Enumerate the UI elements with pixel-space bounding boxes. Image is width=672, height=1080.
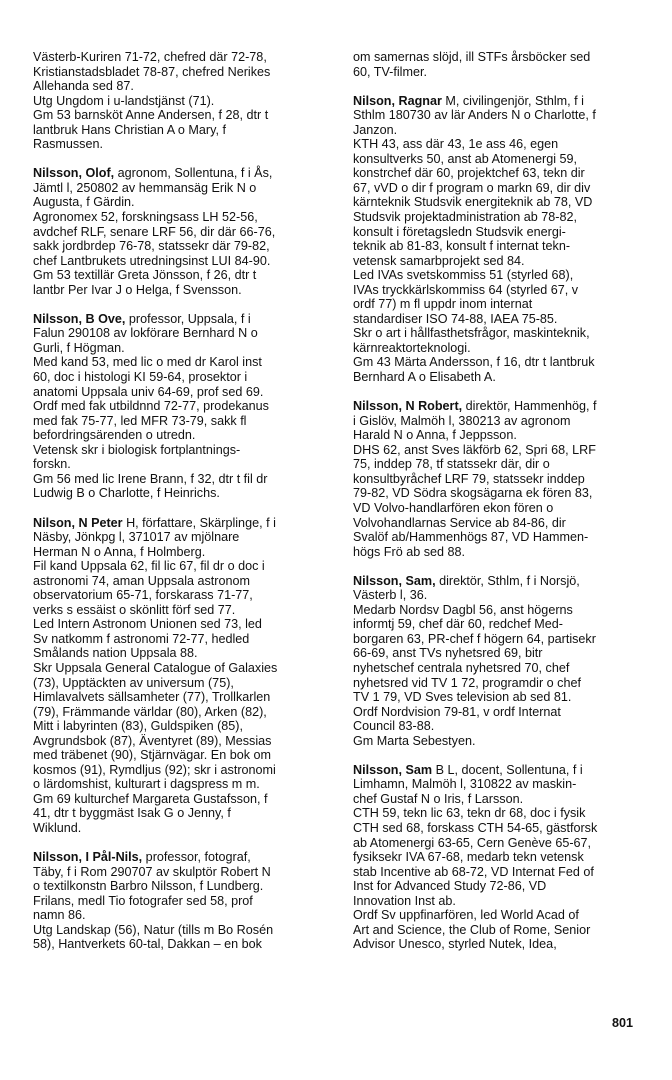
text-line — [33, 472, 339, 487]
entry-gap — [353, 559, 659, 574]
text-line — [353, 836, 659, 851]
line-text: Avgrundsbok (87), Äventyret (89), Messias — [33, 733, 272, 748]
text-line — [33, 545, 339, 560]
entry-gap — [353, 385, 659, 400]
line-text: verks s essäist o skönlitt förf sed 77. — [33, 602, 236, 617]
line-text: B L, docent, Sollentuna, f i — [432, 762, 583, 777]
line-text: direktör, Hammenhög, f — [462, 399, 597, 414]
line-text: Gm 43 Märta Andersson, f 16, dtr t lantbruk — [353, 355, 595, 370]
line-text: standardiser ISO 74-88, IAEA 75-85. — [353, 311, 558, 326]
text-line — [353, 457, 659, 472]
line-text: Falun 290108 av lokförare Bernhard N o — [33, 326, 258, 341]
line-text: H, författare, Skärplinge, f i — [122, 515, 276, 530]
line-text: Täby, f i Rom 290707 av skulptör Robert N — [33, 864, 271, 879]
entry-name: Nilson, N Peter — [33, 515, 123, 530]
line-text: 58), Hantverkets 60-tal, Dakkan – en bok — [33, 937, 262, 952]
line-text: Utg Ungdom i u-landstjänst (71). — [33, 93, 215, 108]
text-line — [353, 937, 659, 952]
text-line — [33, 123, 339, 138]
line-text: Studsvik projektadministration ab 78-82, — [353, 210, 578, 225]
line-text: vetensk samarbprojekt sed 84. — [353, 253, 525, 268]
line-text: direktör, Sthlm, f i Norsjö, — [435, 573, 580, 588]
line-text: 41, dtr t byggmäst Isak G o Jenny, f — [33, 806, 231, 821]
line-text: Wiklund. — [33, 820, 82, 835]
line-text: Ordf Nordvision 79-81, v ordf Internat — [353, 704, 561, 719]
entry-gap — [33, 501, 339, 516]
line-text: kärnteknik Studsvik energiteknik ab 78, VD — [353, 195, 593, 210]
line-text: DHS 62, anst Sves läkförb 62, Spri 68, LRF — [353, 442, 596, 457]
text-line — [33, 94, 339, 109]
line-text: Limhamn, Malmöh l, 310822 av maskin- — [353, 777, 577, 792]
entry-heading-line — [33, 850, 339, 865]
text-line — [33, 341, 339, 356]
line-text: befordringsärenden o utredn. — [33, 428, 196, 443]
line-text: stab Incentive ab 68-72, VD Internat Fed of — [353, 864, 594, 879]
entry-name: Nilsson, Sam — [353, 762, 433, 777]
text-line — [33, 283, 339, 298]
text-line — [353, 632, 659, 647]
entry-heading-line — [33, 312, 339, 327]
text-line — [33, 588, 339, 603]
line-text: Näsby, Jönkpg l, 371017 av mjölnare — [33, 530, 240, 545]
text-line — [33, 923, 339, 938]
text-line — [353, 181, 659, 196]
text-line — [353, 341, 659, 356]
text-line — [353, 923, 659, 938]
entry-heading-line — [33, 166, 339, 181]
text-line — [33, 777, 339, 792]
line-text: forskn. — [33, 457, 71, 472]
line-text: konsultbyråchef LRF 79, statssekr inddep — [353, 471, 585, 486]
text-line — [33, 632, 339, 647]
line-text: Jämtl l, 250802 av hemmansäg Erik N o — [33, 180, 257, 195]
line-text: VD Volvo-handlarfören ekon fören o — [353, 500, 554, 515]
text-line — [353, 894, 659, 909]
line-text: Med kand 53, med lic o med dr Karol inst — [33, 355, 262, 370]
line-text: CTH sed 68, forskass CTH 54-65, gästforsk — [353, 820, 598, 835]
line-text: Himlavalvets sällsamheter (77), Trollkarlen — [33, 690, 271, 705]
line-text: konsult i företagsledn Studsvik energi- — [353, 224, 566, 239]
line-text: Gurli, f Högman. — [33, 340, 125, 355]
text-line — [353, 108, 659, 123]
line-text: 75, inddep 78, tf statssekr där, dir o — [353, 457, 550, 472]
line-text: lantbruk Hans Christian A o Mary, f — [33, 122, 226, 137]
line-text: sakk jordbrdep 76-78, statssekr där 79-82, — [33, 239, 270, 254]
text-line — [33, 763, 339, 778]
text-line — [353, 137, 659, 152]
text-line — [33, 181, 339, 196]
line-text: Sv natkomm f astronomi 72-77, hedled — [33, 631, 250, 646]
text-line — [353, 719, 659, 734]
line-text: teknik ab 81-83, konsult f internat tekn- — [353, 239, 571, 254]
text-line — [33, 690, 339, 705]
line-text: Västerb-Kuriren 71-72, chefred där 72-78, — [33, 50, 267, 64]
line-text: Medarb Nordsv Dagbl 56, anst högerns — [353, 602, 573, 617]
line-text: Gm 69 kulturchef Margareta Gustafsson, f — [33, 791, 268, 806]
text-line — [353, 50, 659, 65]
line-text: anatomi Uppsala univ 64-69, prof sed 69. — [33, 384, 264, 399]
line-text: Smålands nation Uppsala 88. — [33, 646, 198, 661]
text-line — [33, 806, 339, 821]
text-line — [353, 603, 659, 618]
entry-gap — [33, 297, 339, 312]
text-line — [353, 879, 659, 894]
text-line — [33, 254, 339, 269]
line-text: Fil kand Uppsala 62, fil lic 67, fil dr o doc i — [33, 559, 265, 574]
text-line — [33, 603, 339, 618]
entry-name: Nilsson, B Ove, — [33, 311, 126, 326]
text-line — [33, 617, 339, 632]
text-line — [33, 428, 339, 443]
text-line — [33, 908, 339, 923]
line-text: Västerb l, 36. — [353, 588, 428, 603]
text-line — [33, 385, 339, 400]
line-text: konstrchef där 60, projektchef 63, tekn dir — [353, 166, 585, 181]
line-text: med träbenet (90), Stjärnvägar. En bok om — [33, 748, 272, 763]
text-line — [33, 486, 339, 501]
line-text: med fak 75-77, led MFR 73-79, sakk fl — [33, 413, 247, 428]
line-text: Vetensk skr i biologisk fortplantnings- — [33, 442, 241, 457]
line-text: Ordf Sv uppfinarfören, led World Acad of — [353, 908, 579, 923]
text-line — [33, 326, 339, 341]
text-line — [353, 646, 659, 661]
text-line — [353, 501, 659, 516]
text-line — [33, 355, 339, 370]
text-line — [353, 283, 659, 298]
line-text: informtj 59, chef där 60, redchef Med- — [353, 617, 563, 632]
line-text: Herman N o Anna, f Holmberg. — [33, 544, 206, 559]
line-text: o lärdomshist, kulturart i dagspress m m. — [33, 777, 260, 792]
text-line — [353, 65, 659, 80]
line-text: Art and Science, the Club of Rome, Senior — [353, 922, 591, 937]
entry-gap — [33, 152, 339, 167]
line-text: TV 1 79, VD Sves television ab sed 81. — [353, 690, 572, 705]
line-text: Frilans, medl Tio fotografer sed 58, prof — [33, 893, 253, 908]
text-line — [353, 792, 659, 807]
text-line — [353, 486, 659, 501]
text-line — [33, 530, 339, 545]
text-line — [353, 370, 659, 385]
entry-name: Nilsson, N Robert, — [353, 399, 463, 414]
line-text: Inst for Advanced Study 72-86, VD — [353, 879, 547, 894]
text-line — [353, 690, 659, 705]
line-text: chef Gustaf N o Iris, f Larsson. — [353, 791, 524, 806]
line-text: CTH 59, tekn lic 63, tekn dr 68, doc i fysik — [353, 806, 586, 821]
line-text: agronom, Sollentuna, f i Ås, — [114, 166, 273, 181]
text-line — [33, 574, 339, 589]
text-line — [33, 210, 339, 225]
entry-gap — [33, 836, 339, 851]
line-text: kosmos (91), Rymdljus (92); skr i astronomi — [33, 762, 276, 777]
text-line — [353, 545, 659, 560]
line-text: (73), Upptäckten av universum (75), — [33, 675, 234, 690]
line-text: IVAs tryckkärlskommiss 64 (styrled 67, v — [353, 282, 579, 297]
entry-heading-line — [353, 574, 659, 589]
text-line — [33, 937, 339, 952]
text-line — [33, 65, 339, 80]
line-text: högs Frö ab sed 88. — [353, 544, 466, 559]
entry-gap — [353, 748, 659, 763]
text-line — [353, 210, 659, 225]
text-line — [353, 806, 659, 821]
text-line — [353, 516, 659, 531]
text-line — [353, 225, 659, 240]
line-text: Led IVAs svetskommiss 51 (styrled 68), — [353, 268, 574, 283]
entry-gap — [353, 79, 659, 94]
text-line — [33, 50, 339, 65]
text-line — [353, 195, 659, 210]
text-line — [33, 239, 339, 254]
line-text: M, civilingenjör, Sthlm, f i — [441, 93, 584, 108]
line-text: namn 86. — [33, 908, 86, 923]
line-text: fysiksekr IVA 67-68, medarb tekn vetensk — [353, 850, 584, 865]
text-line — [353, 617, 659, 632]
text-line — [33, 879, 339, 894]
text-line — [33, 370, 339, 385]
text-line — [353, 239, 659, 254]
entry-heading-line — [33, 516, 339, 531]
line-text: 66-69, anst TVs nyhetsred 69, bitr — [353, 646, 543, 661]
text-line — [33, 195, 339, 210]
line-text: avdchef RLF, senare LRF 56, dir där 66-76, — [33, 224, 276, 239]
line-text: Council 83-88. — [353, 719, 435, 734]
line-text: Agronomex 52, forskningsass LH 52-56, — [33, 210, 258, 225]
line-text: (79), Främmande världar (80), Arken (82), — [33, 704, 267, 719]
entry-name: Nilsson, Olof, — [33, 166, 115, 181]
text-line — [353, 865, 659, 880]
text-line — [353, 123, 659, 138]
entry-heading-line — [353, 399, 659, 414]
line-text: borgaren 63, PR-chef f högern 64, partisekr — [353, 631, 596, 646]
text-line — [33, 268, 339, 283]
text-line — [353, 254, 659, 269]
line-text: om samernas slöjd, ill STFs årsböcker sed — [353, 50, 591, 64]
text-line — [353, 312, 659, 327]
line-text: Bernhard A o Elisabeth A. — [353, 370, 496, 385]
text-line — [33, 414, 339, 429]
text-line — [353, 166, 659, 181]
text-line — [33, 865, 339, 880]
line-text: Janzon. — [353, 122, 398, 137]
text-line — [353, 821, 659, 836]
text-line — [353, 850, 659, 865]
line-text: nyhetschef centrala nyhetsred 70, chef — [353, 660, 570, 675]
line-text: Gm 53 barnsköt Anne Andersen, f 28, dtr t — [33, 108, 269, 123]
entry-heading-line — [353, 763, 659, 778]
left-column — [33, 50, 339, 952]
line-text: Innovation Inst ab. — [353, 893, 456, 908]
line-text: Rasmussen. — [33, 137, 103, 152]
text-line — [353, 734, 659, 749]
line-text: o textilkonstn Barbro Nilsson, f Lundberg. — [33, 879, 264, 894]
line-text: Advisor Unesco, styrled Nutek, Idea, — [353, 937, 557, 952]
line-text: lantbr Per Ivar J o Helga, f Svensson. — [33, 282, 242, 297]
line-text: Skr o art i hållfasthetsfrågor, maskinteknik, — [353, 326, 590, 341]
line-text: nyhetsred vid TV 1 72, programdir o chef — [353, 675, 581, 690]
line-text: Led Intern Astronom Unionen sed 73, led — [33, 617, 262, 632]
text-line — [33, 705, 339, 720]
line-text: Volvohandlarnas Service ab 84-86, dir — [353, 515, 566, 530]
text-line — [353, 661, 659, 676]
text-line — [33, 734, 339, 749]
line-text: Kristianstadsbladet 78-87, chefred Nerikes — [33, 64, 271, 79]
text-line — [353, 908, 659, 923]
line-text: 60, doc i histologi KI 59-64, prosektor i — [33, 370, 248, 385]
text-line — [353, 777, 659, 792]
line-text: Gm 56 med lic Irene Brann, f 32, dtr t fil dr — [33, 471, 268, 486]
text-line — [353, 428, 659, 443]
line-text: ab Atomenergi 63-65, Cern Genève 65-67, — [353, 835, 592, 850]
text-line — [353, 152, 659, 167]
text-line — [33, 661, 339, 676]
text-line — [353, 355, 659, 370]
text-line — [353, 414, 659, 429]
text-line — [33, 559, 339, 574]
text-line — [33, 79, 339, 94]
line-text: Gm Marta Sebestyen. — [353, 733, 476, 748]
text-line — [33, 646, 339, 661]
line-text: Harald N o Anna, f Jeppsson. — [353, 428, 517, 443]
line-text: Sthlm 180730 av lär Anders N o Charlotte, f — [353, 108, 596, 123]
text-line — [33, 719, 339, 734]
line-text: Allehanda sed 87. — [33, 79, 134, 94]
text-line — [353, 268, 659, 283]
right-column — [353, 50, 659, 952]
text-line — [33, 457, 339, 472]
line-text: professor, fotograf, — [142, 850, 251, 865]
text-line — [353, 443, 659, 458]
line-text: kärnreaktorteknologi. — [353, 340, 471, 355]
line-text: Svalöf ab/Hammenhögs 87, VD Hammen- — [353, 530, 589, 545]
line-text: ordf 77) m fl uppdr inom internat — [353, 297, 533, 312]
line-text: KTH 43, ass där 43, 1e ass 46, egen — [353, 137, 559, 152]
line-text: Mitt i labyrinten (83), Guldspiken (85), — [33, 719, 243, 734]
line-text: Skr Uppsala General Catalogue of Galaxies — [33, 660, 278, 675]
text-line — [33, 137, 339, 152]
line-text: Ludwig B o Charlotte, f Heinrichs. — [33, 486, 220, 501]
line-text: Ordf med fak utbildnnd 72-77, prodekanus — [33, 399, 269, 414]
line-text: chef Lantbrukets utredningsinst LUI 84-90. — [33, 253, 271, 268]
text-line — [33, 108, 339, 123]
line-text: i Gislöv, Malmöh l, 380213 av agronom — [353, 413, 571, 428]
entry-name: Nilsson, I Pål-Nils, — [33, 850, 143, 865]
text-line — [33, 894, 339, 909]
line-text: astronomi 74, aman Uppsala astronom — [33, 573, 251, 588]
text-line — [353, 705, 659, 720]
line-text: Utg Landskap (56), Natur (tills m Bo Rosén — [33, 922, 274, 937]
line-text: konsultverks 50, anst ab Atomenergi 59, — [353, 151, 578, 166]
line-text: 60, TV-filmer. — [353, 64, 427, 79]
text-line — [33, 821, 339, 836]
entry-name: Nilsson, Sam, — [353, 573, 436, 588]
text-line — [33, 792, 339, 807]
text-line — [33, 748, 339, 763]
line-text: Gm 53 textillär Greta Jönsson, f 26, dtr t — [33, 268, 257, 283]
line-text: 67, vVD o dir f program o markn 69, dir div — [353, 180, 591, 195]
entry-heading-line — [353, 94, 659, 109]
text-line — [353, 297, 659, 312]
line-text: Augusta, f Gärdin. — [33, 195, 135, 210]
line-text: professor, Uppsala, f i — [125, 311, 251, 326]
text-line — [353, 676, 659, 691]
text-line — [353, 588, 659, 603]
text-line — [33, 676, 339, 691]
text-line — [33, 399, 339, 414]
line-text: observatorium 65-71, forskarass 71-77, — [33, 588, 253, 603]
text-line — [33, 443, 339, 458]
entry-name: Nilson, Ragnar — [353, 93, 442, 108]
text-line — [353, 530, 659, 545]
text-line — [353, 472, 659, 487]
text-line — [33, 225, 339, 240]
line-text: 79-82, VD Södra skogsägarna ek fören 83, — [353, 486, 593, 501]
text-line — [353, 326, 659, 341]
page-number: 801 — [612, 1016, 634, 1030]
